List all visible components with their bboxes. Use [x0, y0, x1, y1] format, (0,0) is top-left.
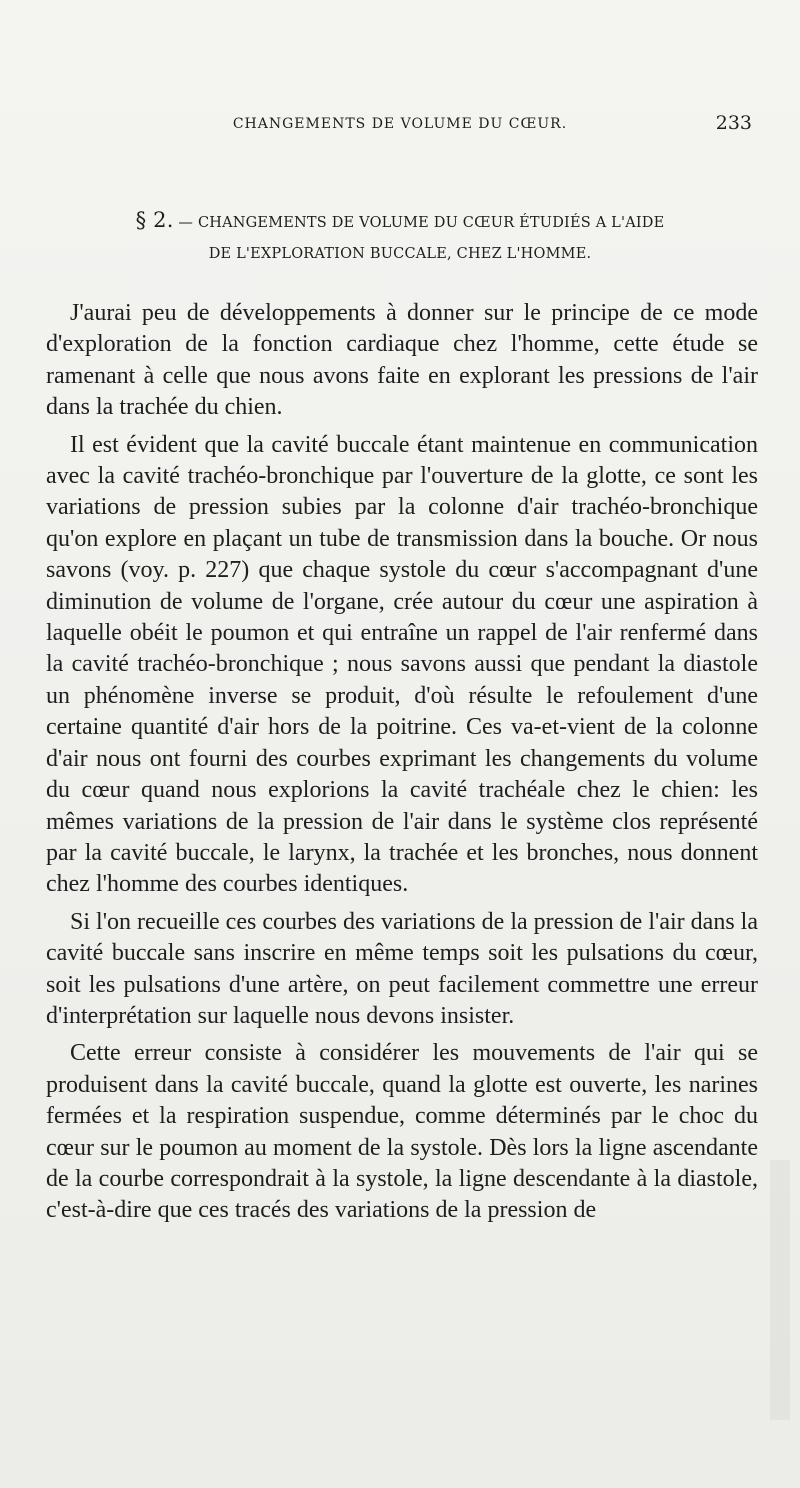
- paragraph: J'aurai peu de développements à donner sur le principe de ce mode d'exploration de la fonction cardiaque chez l'homme, cette étude se ramenant à celle que nous avons faite en explorant les pressions de l'air dans la trachée du chien.: [46, 300, 758, 421]
- page-smudge: [770, 1160, 790, 1420]
- section-heading: [40, 205, 760, 270]
- page-number: 233: [715, 112, 752, 134]
- running-head: [48, 112, 752, 138]
- section-title-line-1: CHANGEMENTS DE VOLUME DU CŒUR ÉTUDIÉS A L'AIDE: [197, 215, 665, 231]
- paragraph: Si l'on recueille ces courbes des variations de la pression de l'air dans la cavité buccale sans inscrire en même temps soit les pulsations du cœur, soit les pulsations d'une artère, on peut facilement commettre une erreur d'interprétation sur laquelle nous devons insister.: [46, 908, 758, 1029]
- running-title: CHANGEMENTS DE VOLUME DU CŒUR.: [232, 116, 568, 132]
- section-dash: —: [178, 215, 194, 231]
- section-heading-line-1: [40, 205, 760, 239]
- paragraph: Il est évident que la cavité buccale étant maintenue en communication avec la cavité trachéo-bronchique par l'ouverture de la glotte, ce sont les variations de pression subies par la colonne d'air trachéo-bronchique qu'on explore en plaçant un tube de transmission dans la bouche. Or nous savons (voy. p. 227) que chaque systole du cœur s'accompagnant d'une diminution de volume de l'organe, crée autour du cœur une aspiration à laquelle obéit le poumon et qui entraîne un rappel de l'air renfermé dans la cavité trachéo-bronchique ; nous savons aussi que pendant la diastole un phénomène inverse se produit, d'où résulte le refoulement d'une certaine quantité d'air hors de la poitrine. Ces va-et-vient de la colonne d'air nous ont fourni des courbes exprimant les changements du volume du cœur quand nous explorions la cavité trachéale chez le chien: les mêmes variations de la pression de l'air dans le système clos représenté par la cavité buccale, le larynx, la trachée et les bronches, nous donnent chez l'homme des courbes identiques.: [46, 431, 758, 898]
- body-text: [46, 298, 758, 1233]
- section-title-line-2: DE L'EXPLORATION BUCCALE, CHEZ L'HOMME.: [208, 246, 592, 262]
- section-number: § 2.: [135, 208, 174, 232]
- paragraph: Cette erreur consiste à considérer les mouvements de l'air qui se produisent dans la cavité buccale, quand la glotte est ouverte, les narines fermées et la respiration suspendue, comme déterminés par le choc du cœur sur le poumon au moment de la systole. Dès lors la ligne ascendante de la courbe correspondrait à la systole, la ligne descendante à la diastole, c'est-à-dire que ces tracés des variations de la pression de: [46, 1040, 758, 1224]
